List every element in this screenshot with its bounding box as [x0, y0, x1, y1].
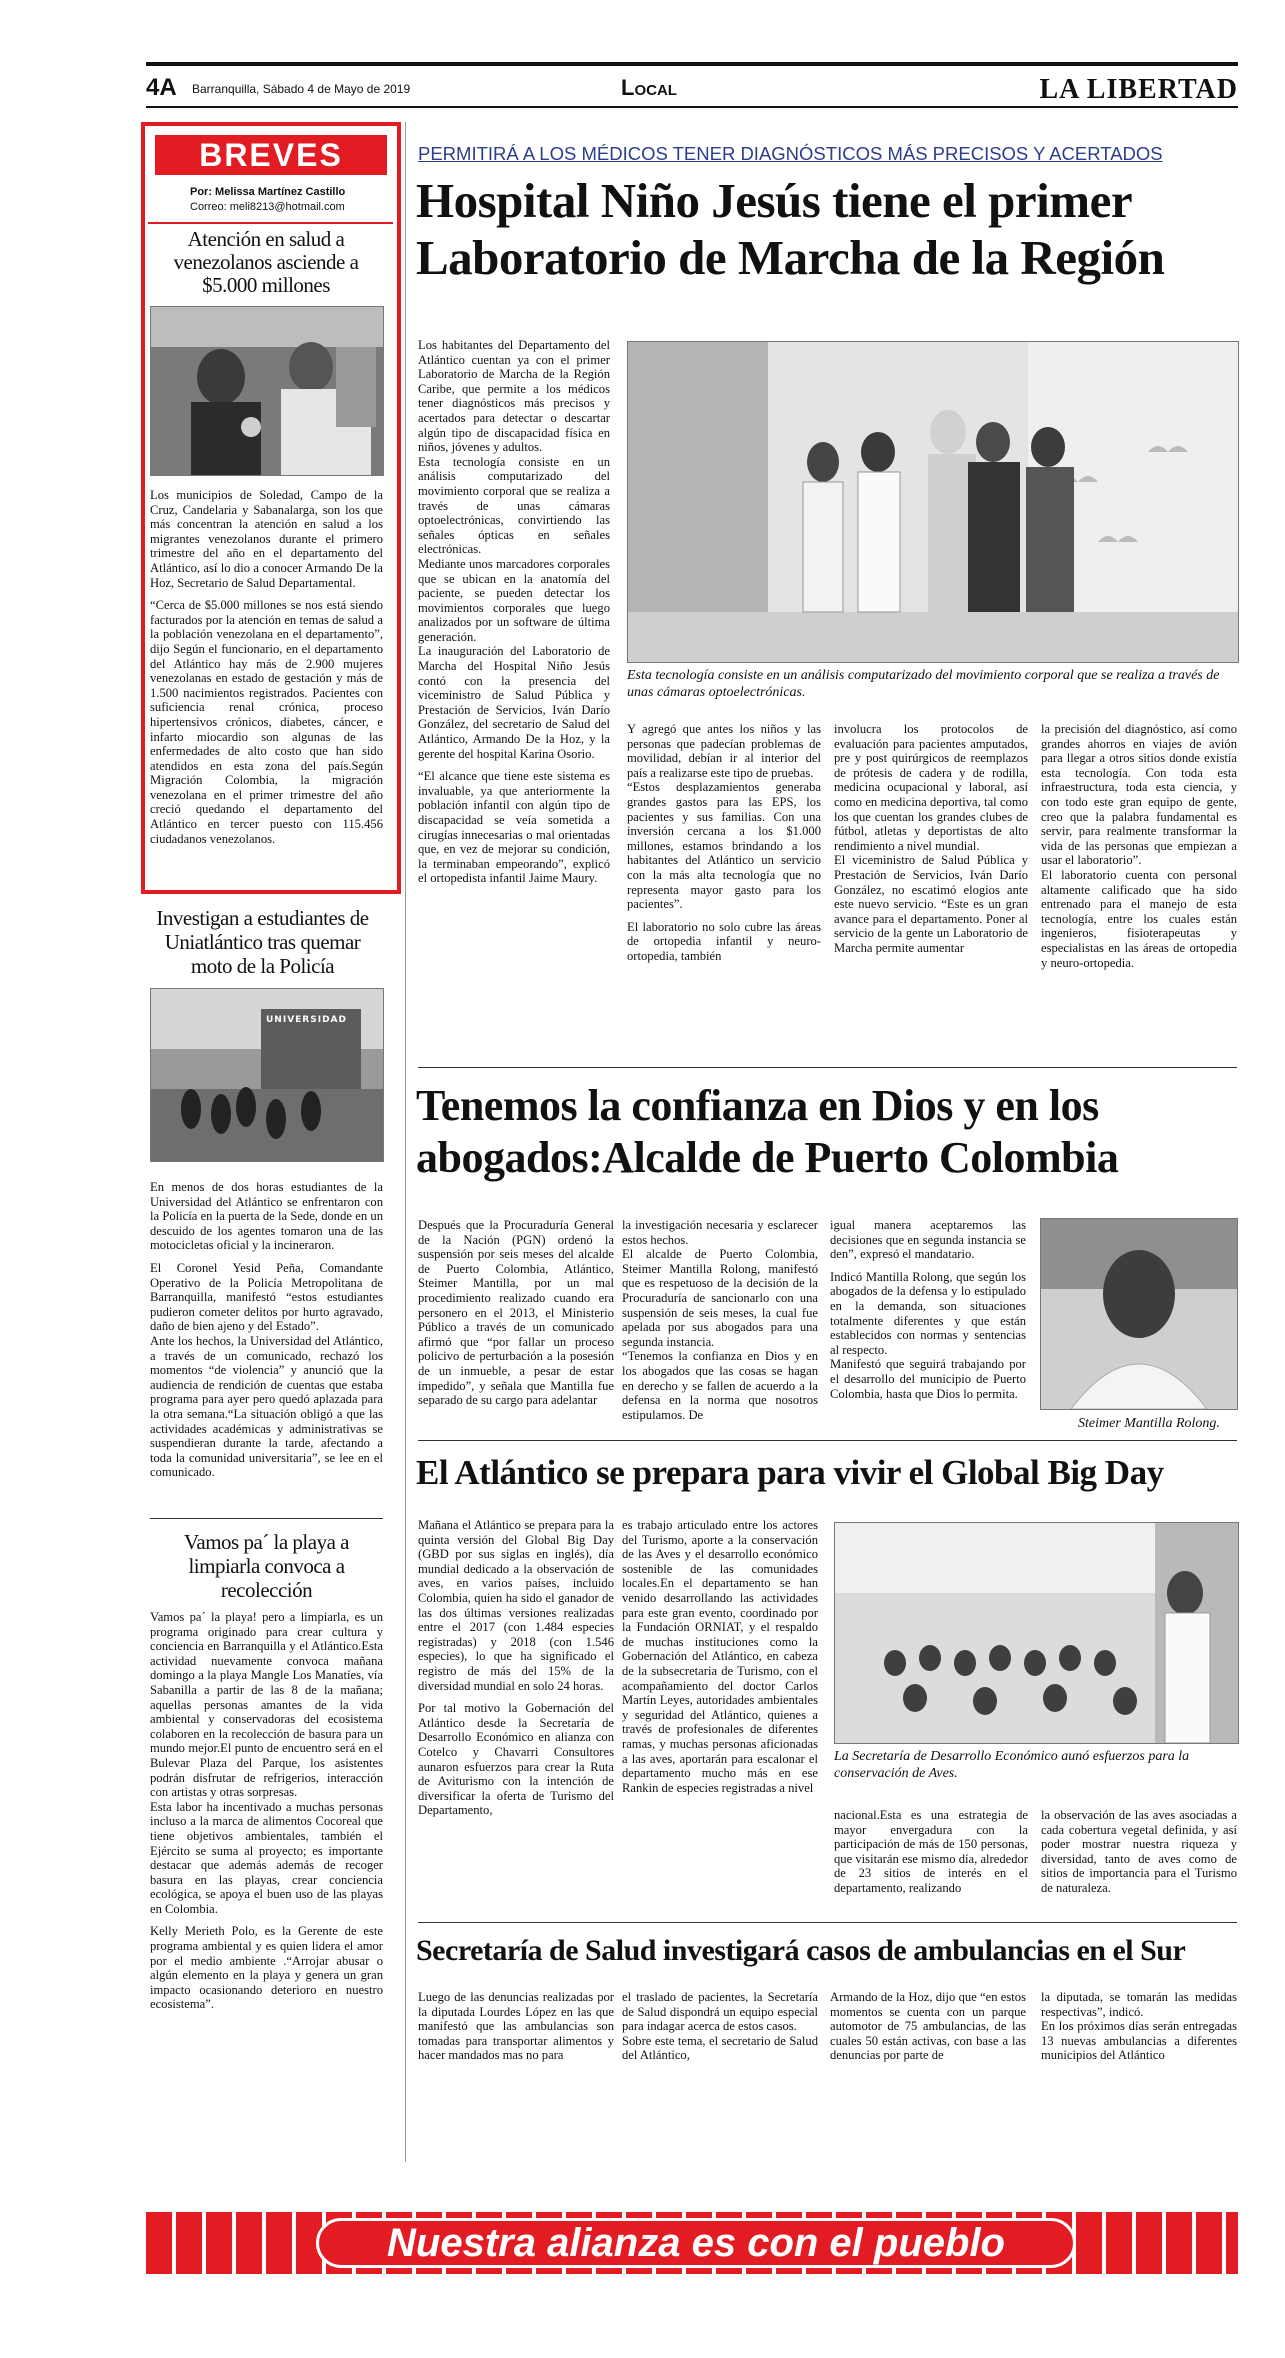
paragraph: igual manera aceptaremos las decisiones que en segunda instancia se den”, expresó el mandatario.	[830, 1218, 1026, 1262]
paragraph: Sobre este tema, el secretario de Salud del Atlántico,	[622, 2033, 818, 2063]
paragraph: En los próximos días serán entregadas 13 nuevas ambulancias a diferentes municipios del Atlántico	[1041, 2019, 1237, 2063]
paragraph: Mediante unos marcadores corporales que se ubican en la anatomía del paciente, se pueden detectar los movimientos corporales que luego analizados por un software de última generación.	[418, 556, 610, 644]
third-col2	[622, 1518, 818, 1803]
photo-sign: UNIVERSIDAD	[266, 1015, 347, 1025]
breves-story2-headline: Investigan a estudiantes de Uniatlántico tras quemar moto de la Policía	[156, 906, 369, 978]
third-col3	[834, 1808, 1028, 1904]
breves-author: Por: Melissa Martínez Castillo	[190, 186, 346, 198]
second-headline: Tenemos la confianza en Dios y en los abogados:Alcalde de Puerto Colombia	[416, 1081, 1119, 1182]
lead-photo-caption: Esta tecnología consiste en un análisis computarizado del movimiento corporal que se realiza a través de unas cámaras optoelectrónicas.	[627, 668, 1220, 700]
lead-col4	[1041, 722, 1237, 978]
bottom-banner	[146, 2212, 1238, 2274]
paragraph: Armando de la Hoz, dijo que “en estos momentos se cuenta con un parque automotor de 75 ambulancias, de las cuales 50 están activas, con base a las denuncias por parte de	[830, 1990, 1026, 2063]
third-headline: El Atlántico se prepara para vivir el Global Big Day	[416, 1453, 1164, 1492]
masthead-bottom-rule	[146, 106, 1238, 108]
column-rule	[405, 122, 406, 2162]
breves-email: Correo: meli8213@hotmail.com	[190, 201, 345, 213]
paragraph: la investigación necesaria y esclarecer estos hechos.	[622, 1218, 818, 1247]
paragraph: Manifestó que seguirá trabajando por el desarrollo del municipio de Puerto Colombia, hasta que Dios lo permita.	[830, 1357, 1026, 1401]
paragraph: La inauguración del Laboratorio de Marcha del Hospital Niño Jesús contó con la presencia del viceministro de Salud Pública y Prestación de Servicios, Iván Darío González, del secretario de Salud del Atlántico, Armando De la Hoz, y la gerente del hospital Karina Osorio.	[418, 644, 610, 761]
paragraph: “Cerca de $5.000 millones se nos está siendo facturados por la atención en temas de salud a la población venezolana en el departamento”, dijo Según el funcionario, en el departamento del Atlántico hay más de 2.900 mujeres venezolanas en estado de gestación y más de 1.500 nacimientos registrados. Pacientes con suficiencia renal crónica, proceso hipertensivos crónicos, diabetes, cáncer, e infarto miocardio son algunas de las enfermedades de alto costo que han sido atendidos en esta zona del país.Según Migración Colombia, la migración venezolana en el primer trimestre del año creció quedando el departamento del Atlántico en tercer puesto con 115.456 ciudadanos venezolanos.	[150, 598, 383, 846]
second-col3	[830, 1218, 1026, 1409]
lead-headline: Hospital Niño Jesús tiene el primer Laboratorio de Marcha de la Región	[416, 173, 1165, 285]
section-rule	[418, 1067, 1237, 1068]
paragraph: Kelly Merieth Polo, es la Gerente de este programa ambiental y es quien lidera el amor por el medio ambiente .“Arrojar abusar o algún elemento en la playa y genera un gran impacto ocasionando deterioro en nuestro ecosistema”.	[150, 1924, 383, 2012]
paragraph: El viceministro de Salud Pública y Prestación de Servicios, Iván Darío González, no escatimó elogios ante este nuevo servicio. “Este es un gran avance para el departamento. Poner al servicio de la gente un Laboratorio de Marcha permite aumentar	[834, 853, 1028, 955]
paragraph: Luego de las denuncias realizadas por la diputada Lourdes López en las que manifestó que las ambulancias son tomadas para transportar alimentos y hacer mandados mas no para	[418, 1990, 614, 2063]
breves-divider	[148, 222, 393, 224]
masthead	[146, 62, 1238, 108]
lead-col1	[418, 338, 610, 894]
breves-rule	[150, 1518, 383, 1519]
breves-story3-headline: Vamos pa´ la playa a limpiarla convoca a recolección	[184, 1530, 349, 1602]
lead-photo	[627, 341, 1239, 663]
paragraph: involucra los protocolos de evaluación para pacientes amputados, pre y post quirúrgicos de reemplazos de prótesis de cadera y de rodilla, medicina ocupacional y laboral, así como en medicina deportiva, tal como los que cuentan los grandes clubes de fútbol, atletas y deportistas de alto rendimiento a nivel mundial.	[834, 722, 1028, 853]
paragraph: la precisión del diagnóstico, así como grandes ahorros en viajes de avión para llegar a otros sitios donde existía esta tecnología. Con toda esta infraestructura, toda esta ciencia, y con todo este gran equipo de gente, creo que la palabra fundamental es servir, para realmente transformar la vida de las personas que empiezan a usar el laboratorio”.	[1041, 722, 1237, 868]
second-col1	[418, 1218, 614, 1416]
fourth-col4	[1041, 1990, 1237, 2071]
paragraph: Por tal motivo la Gobernación del Atlántico desde la Secretaría de Desarrollo Económico en alianza con Cotelco y Chavarri Consultores aunaron esfuerzos para crear la Ruta de Aviturismo con la intención de diversificar la oferta de Turismo del Departamento,	[418, 1701, 614, 1818]
paragraph: nacional.Esta es una estrategia de mayor envergadura con la participación de más de 150 personas, que visitarán ese mismo día, alrededor de 23 sitios de interés en el departamento, realizando	[834, 1808, 1028, 1895]
paragraph: Los habitantes del Departamento del Atlántico cuentan ya con el primer Laboratorio de Marcha de la Región Caribe, que permite a los médicos tener diagnósticos más precisos y acertados para detectar o descartar algún tipo de discapacidad física en niños, jóvenes y adultos.	[418, 338, 610, 455]
second-col2	[622, 1218, 818, 1430]
dateline: Barranquilla, Sábado 4 de Mayo de 2019	[192, 82, 411, 96]
fourth-col2	[622, 1990, 818, 2071]
breves-story1-photo	[150, 306, 384, 476]
paragraph: la diputada, se tomarán las medidas respectivas”, indicó.	[1041, 1990, 1237, 2019]
third-col1	[418, 1518, 614, 1826]
breves-story1-body	[150, 488, 383, 854]
section-rule	[418, 1922, 1237, 1923]
paragraph: Esta tecnología consiste en un análisis computarizado del movimiento corporal que se realiza a través de unas cámaras optoelectrónicas, convirtiendo las señales ópticas en señales electrónicas.	[418, 454, 610, 557]
lead-col3	[834, 722, 1028, 964]
breves-story2-body	[150, 1180, 383, 1488]
section-rule	[418, 1440, 1237, 1441]
fourth-col3	[830, 1990, 1026, 2071]
lead-col2	[627, 722, 821, 972]
paragraph: El laboratorio no solo cubre las áreas de ortopedia infantil y neuro-ortopedia, también	[627, 919, 821, 963]
third-photo-caption: La Secretaría de Desarrollo Económico aunó esfuerzos para la conservación de Aves.	[834, 1749, 1190, 1781]
paragraph: El laboratorio cuenta con personal altamente calificado que ha sido entrenado para el manejo de esta tecnología, entre los cuales están ingenieros, fisioterapeutas y especialistas en las áreas de ortopedia y neuro-ortopedia.	[1041, 867, 1237, 970]
second-photo-caption: Steimer Mantilla Rolong.	[1078, 1416, 1220, 1431]
paragraph: Indicó Mantilla Rolong, que según los abogados de la defensa y lo estipulado en la demanda, son situaciones totalmente diferentes y que están establecidos con normas y sentencias al respecto.	[830, 1269, 1026, 1357]
banner-slogan: Nuestra alianza es con el pueblo	[387, 2221, 1005, 2265]
paragraph: Esta labor ha incentivado a muchas personas incluso a la marca de alimentos Cocoreal que tiene objetivos ambientales, también el Ejército se suma al proyecto; es importante destacar que además además de recoger basura en las playas, crear conciencia ecológica, se apoya el buen uso de las playas en Colombia.	[150, 1799, 383, 1916]
breves-story2-photo	[150, 988, 384, 1162]
paragraph: Y agregó que antes los niños y las personas que padecían problemas de movilidad, debían ir al interior del país a realizarse este tipo de pruebas.	[627, 722, 821, 780]
lead-kicker: PERMITIRÁ A LOS MÉDICOS TENER DIAGNÓSTICOS MÁS PRECISOS Y ACERTADOS	[418, 143, 1163, 164]
paragraph: “Tenemos la confianza en Dios y en los abogados que las cosas se hagan en derecho y se fallen de acuerdo a la defensa en la norma que nosotros estipulamos. De	[622, 1349, 818, 1422]
breves-label: BREVES	[155, 135, 387, 175]
paragraph: Después que la Procuraduría General de la Nación (PGN) ordenó la suspensión por seis meses del alcalde de Puerto Colombia, Atlántico, Steimer Mantilla, por un mal procedimiento realizado cuando era personero en el 2013, el Ministerio Público a través de un comunicado afirmó que “por fallar un proceso policivo de perturbación a la posesión de un inmueble, a pesar de estar impedido”, y señala que Mantilla fue separado de su cargo para adelantar	[418, 1218, 614, 1408]
second-photo	[1040, 1218, 1238, 1410]
third-photo	[834, 1522, 1239, 1744]
paragraph: la observación de las aves asociadas a cada cobertura vegetal definida, y así poder mostrar nuestra riqueza y diversidad, tanto de aves como de sitios de importancia para el Turismo de naturaleza.	[1041, 1808, 1237, 1895]
breves-story1-headline: Atención en salud a venezolanos asciende a $5.000 millones	[173, 227, 359, 297]
paragraph: Los municipios de Soledad, Campo de la Cruz, Candelaria y Sabanalarga, son los que más concentran la atención en salud a los migrantes venezolanos durante el primero trimestre del año en el departamento del Atlántico, así lo dio a conocer Armando De la Hoz, Secretario de Salud Departamental.	[150, 488, 383, 590]
paper-name: LA LIBERTAD	[1039, 74, 1238, 105]
paragraph: Ante los hechos, la Universidad del Atlántico, a través de un comunicado, rechazó los momentos “de violencia” y anunció que la audiencia de rendición de cuentas que estaba programa para ayer pero quedó aplazada para la otra semana.“La situación obligó a que las actividades académicas y administrativas se suspendieran durante la tarde, afectando a toda la comunidad universitaria”, se lee en el comunicado.	[150, 1333, 383, 1480]
fourth-col1	[418, 1990, 614, 2071]
paragraph: el traslado de pacientes, la Secretaría de Salud dispondrá un equipo especial para indagar acerca de estos casos.	[622, 1990, 818, 2034]
paragraph: Vamos pa´ la playa! pero a limpiarla, es un programa originado para crear cultura y conciencia en Barranquilla y el Atlántico.Esta actividad nuevamente convoca mañana domingo a la playa Mangle Los Manatíes, vía Sabanilla a partir de las 8 de la mañana; aquellas personas amantes de la vida ambiental y conservadoras del ecosistema colaboren en la recolección de basura para un mundo mejor.El punto de encuentro será en el Bulevar Plaza del Parque, los asistentes podrán disfrutar de refrigerios, interacción con artistas y otras sorpresas.	[150, 1610, 383, 1800]
page-number: 4A	[146, 74, 177, 101]
section-name: Local	[621, 75, 677, 100]
fourth-headline: Secretaría de Salud investigará casos de ambulancias en el Sur	[416, 1934, 1186, 1967]
paragraph: “El alcance que tiene este sistema es invaluable, ya que anteriormente la población infantil con algún tipo de discapacidad se veía sometida a cirugías innecesarias o mal orientadas que, en vez de mejorar su condición, la terminaban empeorando”, explicó el ortopedista infantil Jaime Maury.	[418, 769, 610, 886]
third-col4	[1041, 1808, 1237, 1904]
paragraph: El alcalde de Puerto Colombia, Steimer Mantilla Rolong, manifestó que es respetuoso de la decisión de la Procuraduría de sancionarlo con una suspensión de seis meses, la cual fue apelada por sus abogados para una segunda instancia.	[622, 1247, 818, 1349]
paragraph: es trabajo articulado entre los actores del Turismo, aporte a la conservación de las Aves y el desarrollo económico sostenible de las comunidades locales.En el departamento se han venido desarrollando las actividades para este gran evento, coordinado por la Fundación ORNIAT, y el respaldo de muchas instituciones como la Gobernación del Atlántico, en cabeza de la subsecretaria de Turismo, con el acompañamiento del doctor Carlos Martín Leyes, autoridades ambientales y seguridad del Atlántico, quienes a través de profesionales de diferentes ramas, y muchas personas aficionadas a las aves, aportarán para escalonar el departamento mucho más en ese Rankin de especies registradas a nivel	[622, 1518, 818, 1795]
paragraph: En menos de dos horas estudiantes de la Universidad del Atlántico se enfrentaron con la Policía en la puerta de la Sede, donde en un descuido de los agentes tomaron una de las motocicletas oficial y la incineraron.	[150, 1180, 383, 1253]
paragraph: “Estos desplazamientos generaba grandes gastos para las EPS, los pacientes y sus familias. Con una inversión cercana a los $1.000 millones, estamos brindando a los habitantes del Atlántico un servicio con la más alta tecnología que no representa mayor gasto para los pacientes”.	[627, 780, 821, 912]
paragraph: El Coronel Yesid Peña, Comandante Operativo de la Policía Metropolitana de Barranquilla, manifestó “estos estudiantes pudieron cometer delitos por hurto agravado, daño de bien ajeno y del Estado”.	[150, 1260, 383, 1334]
paragraph: Mañana el Atlántico se prepara para la quinta versión del Global Big Day (GBD por sus siglas en inglés), día mundial dedicado a la observación de aves, en varios países, incluido Colombia, quien ha sido el ganador de las dos últimas versiones realizadas entre el 2017 (con 1.484 especies registradas) y 2018 (con 1.546 especies), lo que ha significado el registro de más del 15% de la diversidad mundial en solo 24 horas.	[418, 1518, 614, 1693]
breves-story3-body	[150, 1610, 383, 2020]
masthead-top-rule	[146, 62, 1238, 66]
